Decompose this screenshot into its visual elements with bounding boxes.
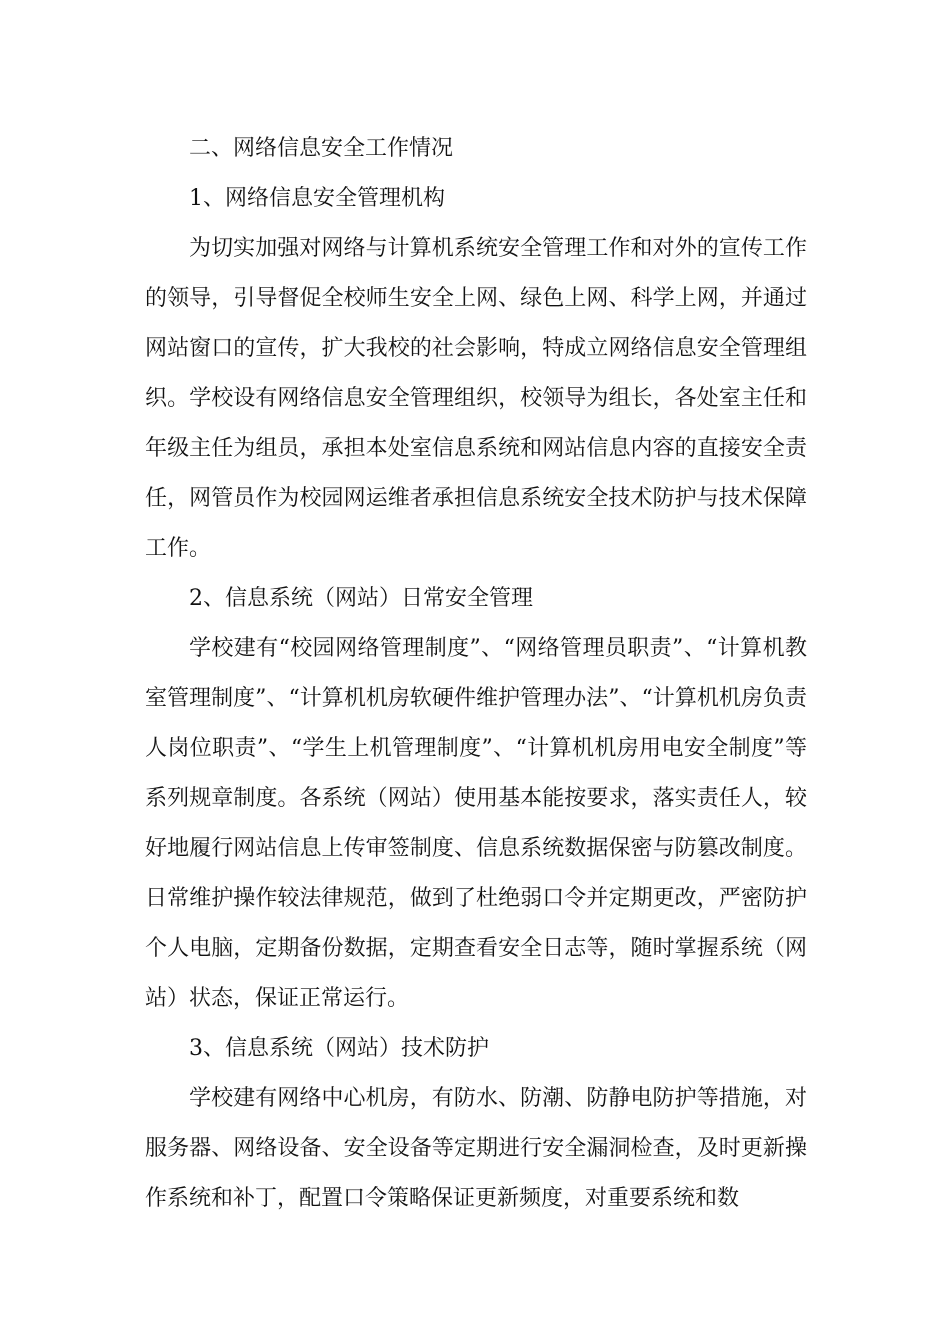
subsection-heading-2: 2、信息系统（网站）日常安全管理: [189, 586, 533, 611]
section-heading: 二、网络信息安全工作情况: [189, 136, 454, 161]
paragraph-1: 为切实加强对网络与计算机系统安全管理工作和对外的宣传工作的领导，引导督促全校师生安全上网、绿色上网、科学上网，并通过网站窗口的宣传，扩大我校的社会影响，特成立网络信息安全管理组织。学校设有网络信息安全管理组织，校领导为组长，各处室主任和年级主任为组员，承担本处室信息系统和网站信息内容的直接安全责任，网管员作为校园网运维者承担信息系统安全技术防护与技术保障工作。: [145, 236, 807, 561]
subsection-heading-3: 3、信息系统（网站）技术防护: [189, 1036, 489, 1061]
paragraph-3: 学校建有网络中心机房，有防水、防潮、防静电防护等措施，对服务器、网络设备、安全设备等定期进行安全漏洞检查，及时更新操作系统和补丁，配置口令策略保证更新频度，对重要系统和数: [145, 1086, 807, 1211]
subsection-heading-1: 1、网络信息安全管理机构: [189, 186, 445, 211]
document-body: [145, 124, 807, 1224]
paragraph-2: 学校建有“校园网络管理制度”、“网络管理员职责”、“计算机教室管理制度”、“计算机机房软硬件维护管理办法”、“计算机机房负责人岗位职责”、“学生上机管理制度”、“计算机机房用电安全制度”等系列规章制度。各系统（网站）使用基本能按要求，落实责任人，较好地履行网站信息上传审签制度、信息系统数据保密与防篡改制度。日常维护操作较法律规范，做到了杜绝弱口令并定期更改，严密防护个人电脑，定期备份数据，定期查看安全日志等，随时掌握系统（网站）状态，保证正常运行。: [145, 636, 807, 1011]
